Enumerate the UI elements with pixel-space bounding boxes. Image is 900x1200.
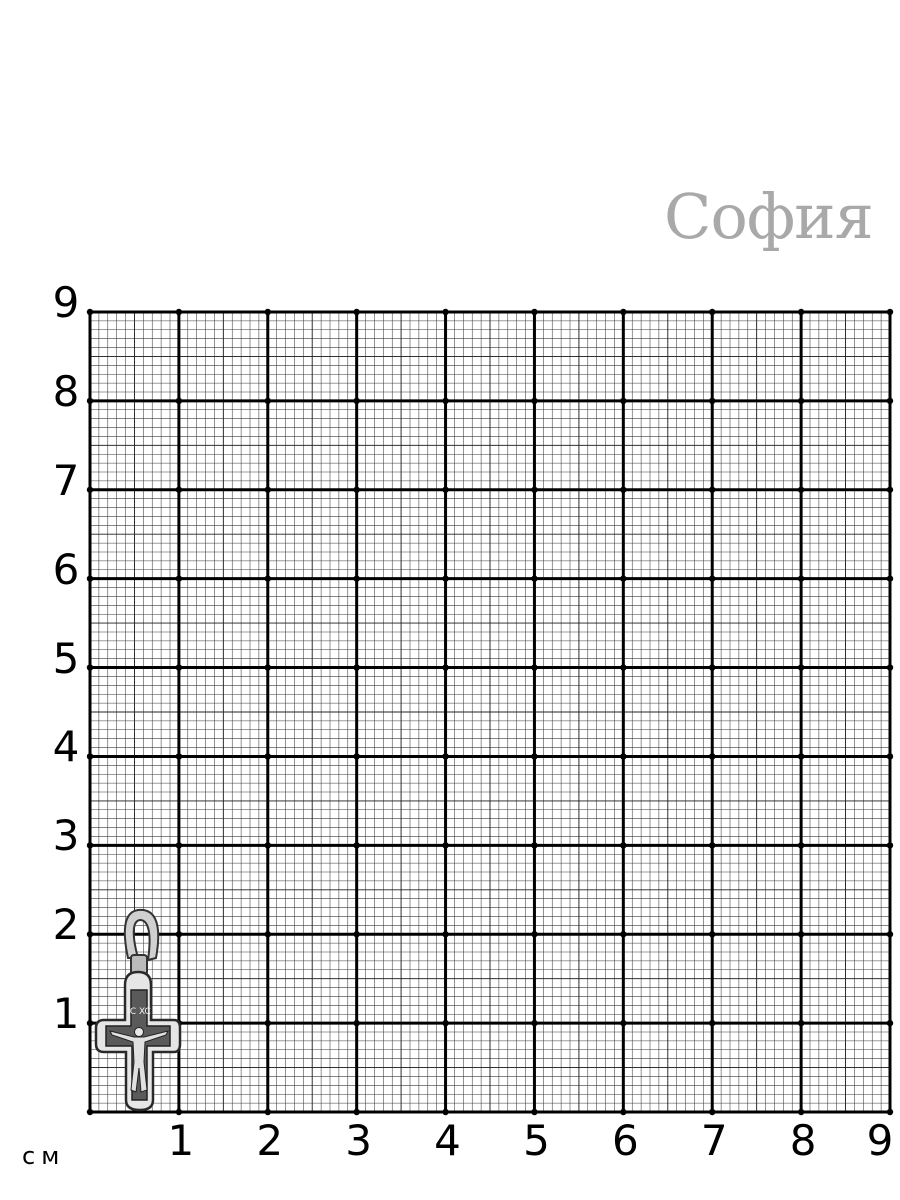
grid-node: [798, 1020, 804, 1026]
grid-node: [353, 842, 359, 848]
grid-node: [798, 575, 804, 581]
grid-node: [709, 575, 715, 581]
grid-node: [531, 1109, 537, 1115]
grid-node: [265, 1020, 271, 1026]
grid-node: [709, 931, 715, 937]
y-tick-label: 6: [52, 544, 80, 594]
grid-node: [87, 1020, 93, 1026]
grid-node: [353, 309, 359, 315]
x-tick-label: 7: [700, 1116, 728, 1165]
grid-node: [442, 309, 448, 315]
grid-node: [353, 1109, 359, 1115]
grid-node: [87, 309, 93, 315]
svg-text:IC XC: IC XC: [127, 1007, 151, 1017]
grid-node: [620, 931, 626, 937]
grid-node: [620, 575, 626, 581]
y-tick-label: 1: [52, 989, 80, 1039]
grid-node: [709, 487, 715, 493]
grid-node: [709, 664, 715, 670]
y-tick-label: 5: [52, 633, 80, 683]
grid-node: [798, 309, 804, 315]
grid-node: [87, 753, 93, 759]
grid-node: [442, 398, 448, 404]
grid-node: [353, 931, 359, 937]
x-tick-label: 4: [434, 1116, 461, 1165]
grid-node: [442, 487, 448, 493]
y-tick-label: 8: [52, 366, 80, 416]
unit-label: см: [22, 1142, 66, 1170]
x-tick-label: 6: [611, 1116, 639, 1165]
grid-node: [620, 842, 626, 848]
grid-node: [176, 309, 182, 315]
grid-node: [531, 1020, 537, 1026]
grid-node: [531, 931, 537, 937]
grid-node: [442, 664, 448, 670]
grid-node: [87, 575, 93, 581]
grid-node: [620, 1109, 626, 1115]
grid-node: [798, 842, 804, 848]
grid-node: [176, 664, 182, 670]
grid-node: [887, 753, 893, 759]
grid-node: [353, 575, 359, 581]
grid-node: [531, 487, 537, 493]
grid-node: [709, 842, 715, 848]
x-tick-label: 1: [167, 1116, 195, 1165]
grid-node: [176, 753, 182, 759]
grid-node: [798, 931, 804, 937]
grid-node: [265, 309, 271, 315]
grid-node: [620, 664, 626, 670]
grid-node: [176, 398, 182, 404]
grid-node: [442, 753, 448, 759]
grid-node: [620, 753, 626, 759]
y-tick-label: 7: [52, 455, 80, 505]
grid-node: [620, 309, 626, 315]
grid-node: [265, 398, 271, 404]
grid-node: [176, 1109, 182, 1115]
x-tick-label: 3: [345, 1116, 373, 1165]
grid-node: [176, 931, 182, 937]
grid-node: [353, 753, 359, 759]
grid-node: [265, 575, 271, 581]
grid-node: [531, 753, 537, 759]
grid-node: [887, 931, 893, 937]
grid-node: [531, 398, 537, 404]
grid-node: [887, 842, 893, 848]
grid-node: [353, 398, 359, 404]
grid-node: [265, 842, 271, 848]
x-tick-label: 2: [256, 1116, 284, 1165]
grid-node: [531, 575, 537, 581]
grid-node: [87, 842, 93, 848]
grid-node: [87, 398, 93, 404]
grid-node: [887, 1020, 893, 1026]
grid-node: [709, 1109, 715, 1115]
grid-node: [887, 487, 893, 493]
grid-node: [531, 842, 537, 848]
grid-node: [709, 309, 715, 315]
y-tick-label: 4: [52, 722, 80, 772]
grid-node: [887, 664, 893, 670]
y-tick-label: 2: [52, 900, 80, 950]
grid-node: [709, 398, 715, 404]
grid-node: [87, 931, 93, 937]
grid-node: [798, 398, 804, 404]
y-tick-label: 9: [52, 278, 80, 327]
grid-node: [531, 664, 537, 670]
grid-node: [265, 487, 271, 493]
grid-node: [353, 487, 359, 493]
brand-logo: София: [664, 180, 873, 253]
y-tick-label: 3: [52, 811, 80, 861]
grid-node: [442, 1020, 448, 1026]
grid-node: [887, 398, 893, 404]
grid-node: [442, 931, 448, 937]
grid-node: [620, 1020, 626, 1026]
grid-node: [265, 931, 271, 937]
grid-node: [265, 664, 271, 670]
grid-node: [353, 1020, 359, 1026]
grid-node: [176, 487, 182, 493]
grid-node: [709, 753, 715, 759]
grid-node: [709, 1020, 715, 1026]
grid-node: [442, 575, 448, 581]
grid-node: [265, 1109, 271, 1115]
grid-node: [176, 842, 182, 848]
grid-node: [887, 575, 893, 581]
grid-node: [620, 487, 626, 493]
x-tick-label: 5: [523, 1116, 550, 1165]
grid-node: [887, 309, 893, 315]
grid-node: [442, 842, 448, 848]
grid-node: [87, 664, 93, 670]
grid-node: [176, 575, 182, 581]
grid-node: [353, 664, 359, 670]
grid-node: [620, 398, 626, 404]
x-tick-label: 8: [789, 1116, 817, 1165]
grid-node: [798, 1109, 804, 1115]
grid-node: [887, 1109, 893, 1115]
grid-node: [87, 1109, 93, 1115]
grid-node: [531, 309, 537, 315]
grid-node: [798, 753, 804, 759]
grid-node: [265, 753, 271, 759]
x-tick-label: 9: [866, 1116, 894, 1165]
grid-node: [798, 664, 804, 670]
grid-node: [798, 487, 804, 493]
grid-node: [87, 487, 93, 493]
grid-node: [442, 1109, 448, 1115]
